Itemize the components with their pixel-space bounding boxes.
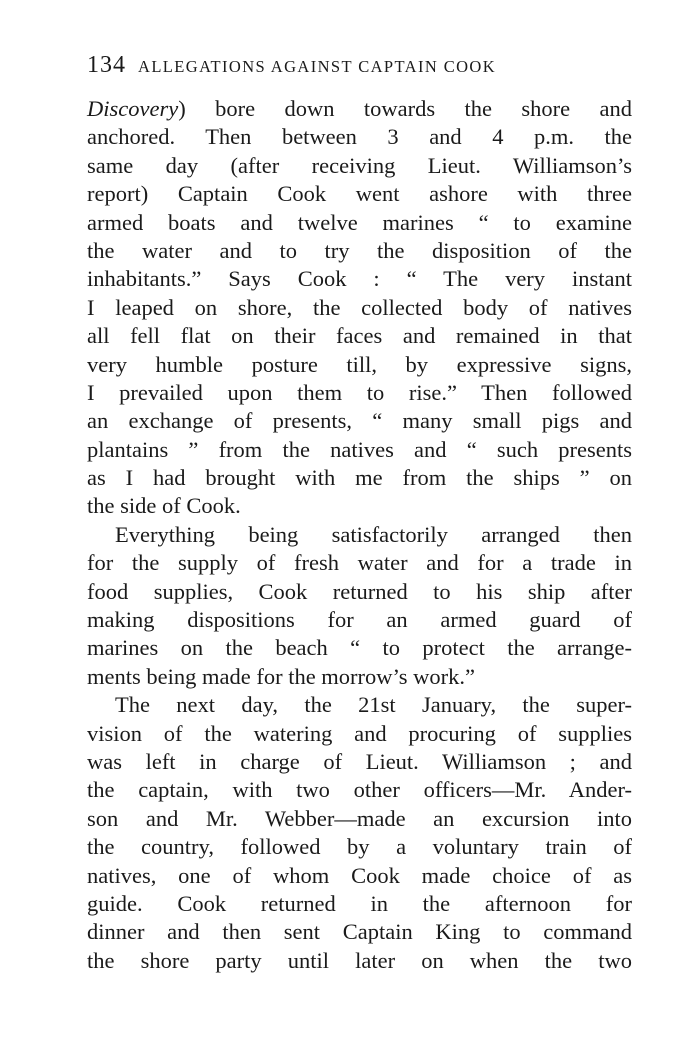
- running-title: ALLEGATIONS AGAINST CAPTAIN COOK: [138, 57, 497, 76]
- paragraph-2: [87, 521, 632, 691]
- page-number: 134: [87, 52, 126, 78]
- text-line: very humble posture till, by expressive signs,: [87, 351, 632, 377]
- text-line: Everything being satisfactorily arranged then: [115, 521, 632, 547]
- body-text: [87, 95, 632, 975]
- text-line: anchored. Then between 3 and 4 p.m. the: [87, 124, 632, 150]
- text-line: ments being made for the morrow’s work.”: [87, 663, 476, 689]
- text-line: I prevailed upon them to rise.” Then followed: [87, 379, 632, 405]
- text-line: natives, one of whom Cook made choice of as: [87, 862, 632, 888]
- text-line: an exchange of presents, “ many small pigs and: [87, 408, 632, 434]
- text-line: guide. Cook returned in the afternoon for: [87, 890, 632, 916]
- text-line: The next day, the 21st January, the super-: [115, 692, 632, 718]
- text-line: same day (after receiving Lieut. Williamson’s: [87, 152, 632, 178]
- text-line: [87, 95, 632, 123]
- text-line: armed boats and twelve marines “ to examine: [87, 209, 632, 235]
- text-line: the water and to try the disposition of the: [87, 237, 632, 263]
- text-line: was left in charge of Lieut. Williamson ; and: [87, 748, 632, 774]
- running-head: [87, 52, 632, 86]
- text-line: the shore party until later on when the two: [87, 947, 632, 973]
- ship-name-italic: Discovery: [87, 96, 179, 121]
- text-line: I leaped on shore, the collected body of natives: [87, 294, 632, 320]
- text-line: food supplies, Cook returned to his ship after: [87, 578, 632, 604]
- text-line: report) Captain Cook went ashore with three: [87, 181, 632, 207]
- text-line: the side of Cook.: [87, 493, 241, 519]
- text-line: making dispositions for an armed guard of: [87, 607, 632, 633]
- paragraph-1: [87, 95, 632, 521]
- text-line: for the supply of fresh water and for a trade in: [87, 550, 632, 576]
- text-line: inhabitants.” Says Cook : “ The very instant: [87, 266, 632, 292]
- line-text: ) bore down towards the shore and: [178, 96, 632, 121]
- text-line: marines on the beach “ to protect the arrange-: [87, 635, 632, 661]
- text-line: dinner and then sent Captain King to command: [87, 919, 632, 945]
- text-line: the captain, with two other officers—Mr. Ander-: [87, 777, 632, 803]
- paragraph-3: [87, 691, 632, 975]
- text-line: as I had brought with me from the ships ” on: [87, 465, 632, 491]
- text-line: the country, followed by a voluntary train of: [87, 834, 632, 860]
- book-page: [87, 52, 632, 975]
- text-line: vision of the watering and procuring of supplies: [87, 720, 632, 746]
- text-line: plantains ” from the natives and “ such presents: [87, 436, 632, 462]
- text-line: all fell flat on their faces and remained in that: [87, 323, 632, 349]
- text-line: son and Mr. Webber—made an excursion into: [87, 805, 632, 831]
